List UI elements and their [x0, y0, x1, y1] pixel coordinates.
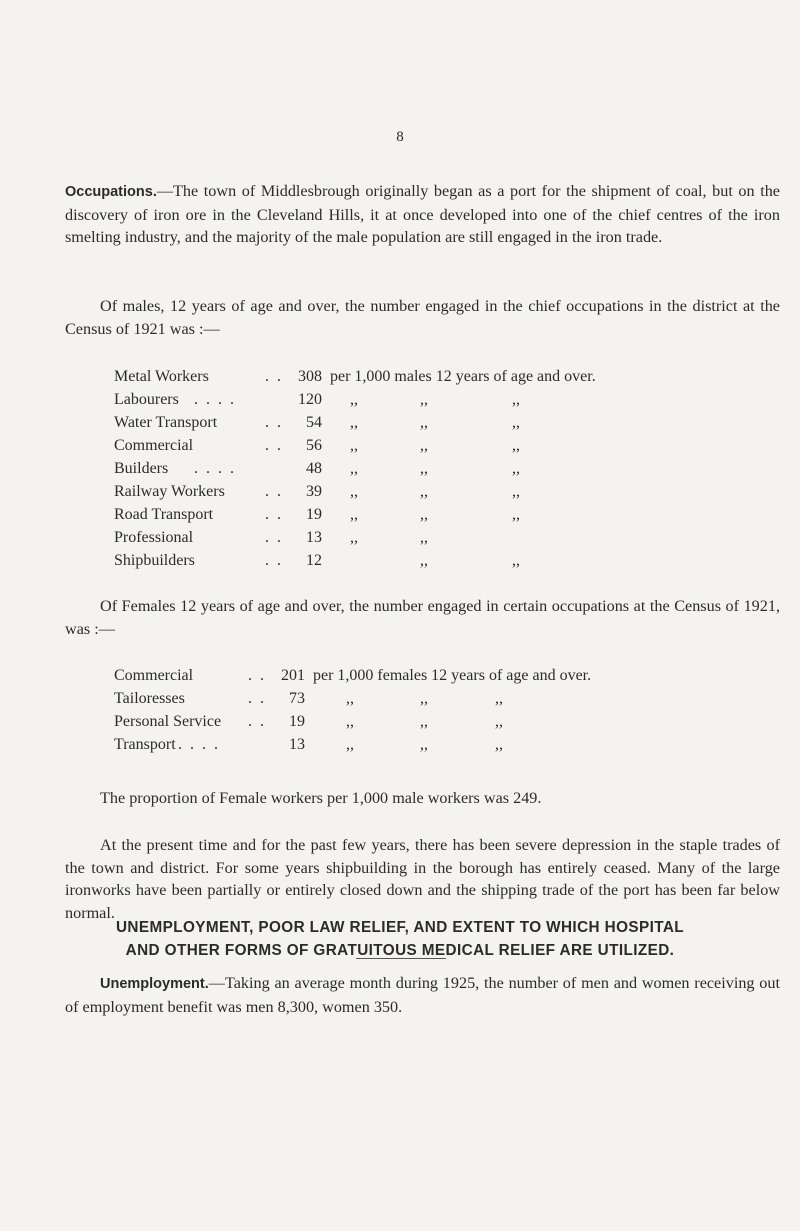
ditto-mark: ,,: [420, 414, 428, 431]
ditto-mark: ,,: [495, 736, 503, 753]
ditto-mark: ,,: [512, 460, 520, 477]
ditto-mark: ,,: [350, 437, 358, 454]
occupation-label: Builders: [114, 460, 169, 477]
ditto-mark: ,,: [350, 460, 358, 477]
occupation-value: 48: [306, 460, 322, 477]
unemployment-paragraph: [65, 972, 780, 1018]
ditto-mark: ,,: [420, 391, 428, 408]
ditto-mark: ,,: [420, 437, 428, 454]
occupation-value: 308: [298, 368, 322, 385]
occupation-value: 19: [289, 713, 305, 730]
occupations-paragraph: [65, 180, 780, 249]
occupation-label: Labourers: [114, 391, 179, 408]
leader-dots: . .: [265, 552, 283, 569]
leader-dots: . .: [265, 483, 283, 500]
occupations-heading: Occupations.: [65, 184, 157, 200]
unit-text: per 1,000 males 12 years of age and over.: [330, 368, 596, 385]
unemployment-text: —Taking an average month during 1925, the number of men and women receiving out of employment benefit was men 8,300, women 350.: [65, 974, 780, 1016]
females-intro: Of Females 12 years of age and over, the number engaged in certain occupations at the Census of 1921, was :—: [65, 597, 780, 638]
ditto-mark: ,,: [420, 736, 428, 753]
unit-text: per 1,000 females 12 years of age and over.: [313, 667, 592, 684]
leader-dots: . .: [265, 437, 283, 454]
leader-dots: . .: [265, 506, 283, 523]
ditto-mark: ,,: [346, 736, 354, 753]
occupation-value: 54: [306, 414, 322, 431]
ditto-mark: ,,: [420, 713, 428, 730]
section-heading-line-1: UNEMPLOYMENT, POOR LAW RELIEF, AND EXTENT TO WHICH HOSPITAL: [115, 919, 685, 936]
leader-dots: . . . .: [194, 391, 236, 408]
ditto-mark: ,,: [420, 552, 428, 569]
ditto-mark: ,,: [420, 529, 428, 546]
divider: [356, 958, 446, 959]
ditto-mark: ,,: [512, 506, 520, 523]
occupation-value: 39: [306, 483, 322, 500]
ditto-mark: ,,: [350, 414, 358, 431]
occupation-value: 56: [306, 437, 322, 454]
occupation-label: Personal Service: [114, 713, 222, 730]
ditto-mark: ,,: [350, 391, 358, 408]
ditto-mark: ,,: [420, 506, 428, 523]
occupation-label: Metal Workers: [114, 368, 209, 385]
ditto-mark: ,,: [350, 483, 358, 500]
leader-dots: . .: [248, 690, 266, 707]
occupation-value: 201: [281, 667, 305, 684]
leader-dots: . . . .: [194, 460, 236, 477]
proportion-text: The proportion of Female workers per 1,000 male workers was 249.: [100, 789, 542, 807]
occupation-label: Shipbuilders: [114, 552, 195, 569]
unemployment-heading: Unemployment.: [100, 976, 209, 992]
occupation-value: 120: [298, 391, 322, 408]
ditto-mark: ,,: [512, 391, 520, 408]
occupation-label: Commercial: [114, 437, 194, 454]
leader-dots: . .: [248, 713, 266, 730]
ditto-mark: ,,: [512, 483, 520, 500]
ditto-mark: ,,: [512, 437, 520, 454]
leader-dots: . .: [265, 529, 283, 546]
page-number: 8: [396, 129, 404, 145]
ditto-mark: ,,: [420, 690, 428, 707]
ditto-mark: ,,: [350, 529, 358, 546]
ditto-mark: ,,: [350, 506, 358, 523]
ditto-mark: ,,: [346, 713, 354, 730]
occupation-label: Railway Workers: [114, 483, 225, 500]
leader-dots: . . . .: [178, 736, 220, 753]
occupation-value: 19: [306, 506, 322, 523]
occupation-label: Commercial: [114, 667, 194, 684]
occupations-text: —The town of Middlesbrough originally began as a port for the shipment of coal, but on the discovery of iron ore in the Cleveland Hills, it at once developed into one of the chief centres of the iron smelting industry, and the majority of the male population are still engaged in the iron trade.: [65, 182, 780, 246]
ditto-mark: ,,: [512, 552, 520, 569]
leader-dots: . .: [265, 368, 283, 385]
ditto-mark: ,,: [420, 483, 428, 500]
leader-dots: . .: [248, 667, 266, 684]
occupation-label: Professional: [114, 529, 194, 546]
occupation-label: Water Transport: [114, 414, 218, 431]
occupation-value: 13: [289, 736, 305, 753]
leader-dots: . .: [265, 414, 283, 431]
ditto-mark: ,,: [420, 460, 428, 477]
occupation-value: 73: [289, 690, 305, 707]
occupation-label: Road Transport: [114, 506, 214, 523]
ditto-mark: ,,: [495, 690, 503, 707]
depression-paragraph: At the present time and for the past few years, there has been severe depression in the staple trades of the town and district. For some years shipbuilding in the borough has entirely ceased. Many of the large ironworks have been partially or entirely closed down and the shipping trade of the port has been far below normal.: [65, 836, 780, 922]
ditto-mark: ,,: [495, 713, 503, 730]
section-heading-line-2: AND OTHER FORMS OF GRATUITOUS MEDICAL RELIEF ARE UTILIZED.: [125, 942, 675, 959]
occupation-label: Transport: [114, 736, 176, 753]
ditto-mark: ,,: [346, 690, 354, 707]
males-intro: Of males, 12 years of age and over, the number engaged in the chief occupations in the district at the Census of 1921 was :—: [65, 297, 780, 338]
occupation-value: 12: [306, 552, 322, 569]
occupation-value: 13: [306, 529, 322, 546]
ditto-mark: ,,: [512, 414, 520, 431]
occupation-label: Tailoresses: [114, 690, 185, 707]
